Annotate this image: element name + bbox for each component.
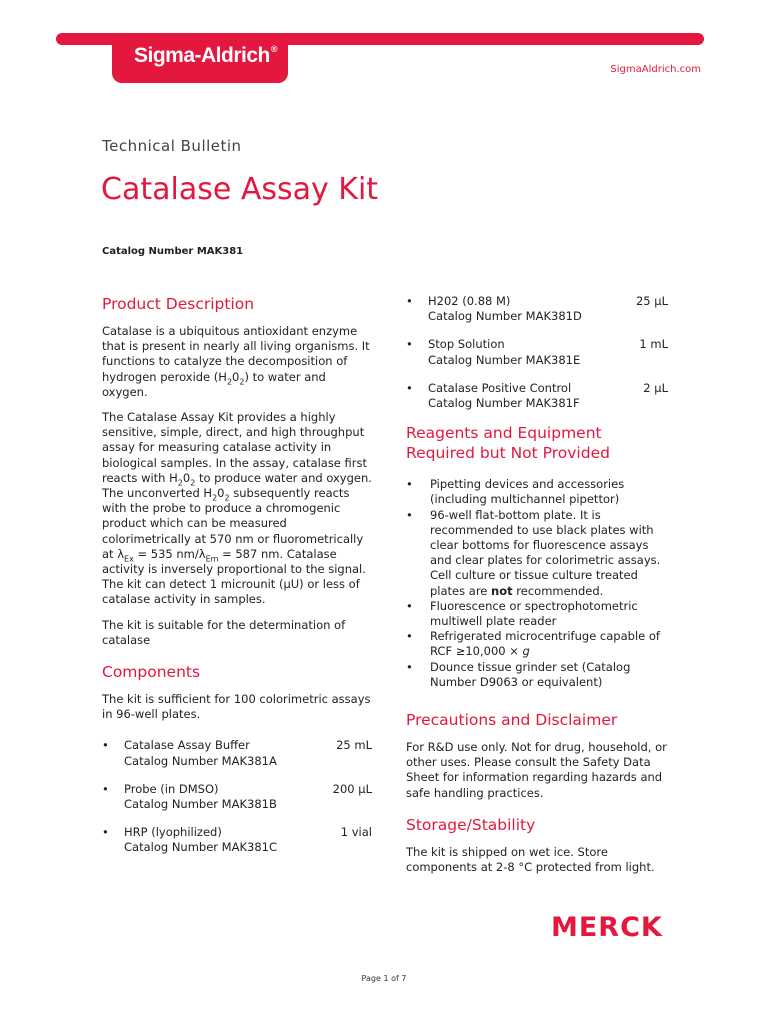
component-item: • Stop Solution 1 mL Catalog Number MAK381E — [406, 337, 668, 367]
component-item: • HRP (lyophilized) 1 vial Catalog Number MAK381C — [102, 825, 372, 855]
list-item: • Fluorescence or spectrophotometric multiwell plate reader — [406, 598, 638, 629]
component-item: • H202 (0.88 M) 25 µL Catalog Number MAK381D — [406, 294, 668, 324]
precautions-heading: Precautions and Disclaimer — [406, 711, 618, 730]
site-url[interactable]: SigmaAldrich.com — [610, 64, 701, 75]
right-column — [406, 294, 668, 885]
doc-type: Technical Bulletin — [102, 137, 242, 155]
merck-logo: MERCK — [551, 912, 663, 943]
product-description-heading: Product Description — [102, 295, 255, 313]
product-description-p3: The kit is suitable for the determination of catalase — [102, 617, 346, 647]
reagents-list — [406, 477, 668, 690]
component-item: • Probe (in DMSO) 200 µL Catalog Number MAK381B — [102, 781, 372, 812]
sigma-aldrich-logo: Sigma-Aldrich® — [134, 44, 277, 67]
component-item: • Catalase Assay Buffer 25 mL Catalog Number MAK381A — [102, 738, 372, 768]
list-item: • 96-well flat-bottom plate. It is recommended to use black plates with clear bottoms for fluorescence assays and clear plates for colorimetric assays. Cell culture or tissue culture treated plates are not recommended. — [406, 507, 661, 598]
components-heading: Components — [102, 663, 201, 682]
components-intro: The kit is sufficient for 100 colorimetric assays in 96-well plates. — [102, 692, 371, 722]
list-item: • Dounce tissue grinder set (Catalog Number D9063 or equivalent) — [406, 659, 631, 689]
product-description-p1: Catalase is a ubiquitous antioxidant enzyme that is present in nearly all living organisms. It functions to catalyze the decomposition of hydrogen peroxide $(H_20_2)$ to water and oxygen. — [102, 324, 370, 399]
reagents-heading: Reagents and Equipment Required but Not Provided — [406, 424, 610, 463]
list-item: • Refrigerated microcentrifuge capable of RCF ≥10,000 × g — [406, 629, 660, 659]
precautions-text: For R&D use only. Not for drug, household, or other uses. Please consult the Safety Data Sheet for information regarding hazards and safe handling practices. — [406, 740, 667, 800]
component-item: • Catalase Positive Control 2 µL Catalog Number MAK381F — [406, 380, 668, 411]
catalog-number: Catalog Number MAK381 — [102, 246, 244, 257]
storage-heading: Storage/Stability — [406, 815, 536, 834]
page-number: Page 1 of 7 — [361, 974, 407, 983]
left-column — [102, 294, 372, 869]
storage-text: The kit is shipped on wet ice. Store components at 2-8 °C protected from light. — [406, 844, 655, 875]
page-title: Catalase Assay Kit — [101, 172, 379, 207]
product-description-p2: The Catalase Assay Kit provides a highly sensitive, simple, direct, and high throughput assay for measuring catalase activity in biological samples. In the assay, catalase first reacts with $H_20_2$ to produce water and oxygen. The unconverted $H_20_2$ subsequently reacts with the probe to produce a chromogenic product which can be measured colorimetrically at 570 nm or fluorometrically at $\lambda_{Ex} = 535$ $nm/\lambda_{Em} = 587$ nm. Catalase activity is inversely proportional to the signal. The kit can detect 1 microunit (µU) or less of catalase activity in samples. — [102, 410, 372, 607]
list-item: • Pipetting devices and accessories (including multichannel pipettor) — [406, 477, 625, 507]
